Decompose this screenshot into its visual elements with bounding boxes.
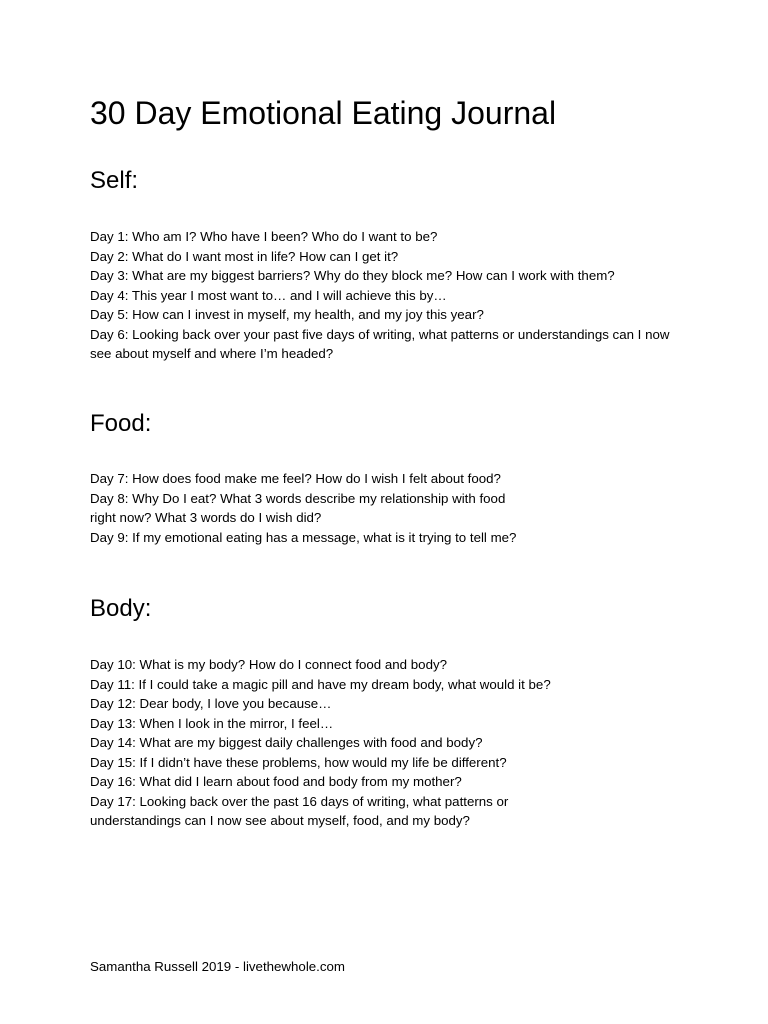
prompt-list-food (90, 469, 530, 547)
prompt-day-7: Day 7: How does food make me feel? How do I wish I felt about food? (90, 471, 501, 486)
prompt-list-body (90, 655, 551, 831)
prompt-day-14: Day 14: What are my biggest daily challenges with food and body? (90, 735, 483, 750)
section-heading-body: Body: (90, 595, 152, 622)
prompt-day-6: Day 6: Looking back over your past five days of writing, what patterns or understandings can I now see about myself and where I’m headed? (90, 326, 670, 361)
prompt-list-self (90, 227, 680, 364)
prompt-day-16: Day 16: What did I learn about food and body from my mother? (90, 774, 462, 789)
prompt-day-9: Day 9: If my emotional eating has a message, what is it trying to tell me? (90, 529, 517, 545)
prompt-day-1: Day 1: Who am I? Who have I been? Who do I want to be? (90, 229, 438, 244)
prompt-day-3: Day 3: What are my biggest barriers? Why do they block me? How can I work with them? (90, 268, 615, 283)
section-heading-self: Self: (90, 167, 139, 194)
prompt-day-15: Day 15: If I didn’t have these problems, how would my life be different? (90, 754, 507, 770)
prompt-day-11: Day 11: If I could take a magic pill and have my dream body, what would it be? (90, 676, 551, 692)
prompt-day-10: Day 10: What is my body? How do I connect food and body? (90, 657, 448, 672)
section-heading-food: Food: (90, 410, 152, 437)
prompt-day-17: Day 17: Looking back over the past 16 days of writing, what patterns or understandings can I now see about myself, food, and my body? (90, 793, 509, 828)
document-footer: Samantha Russell 2019 - livethewhole.com (90, 959, 345, 974)
prompt-day-2: Day 2: What do I want most in life? How can I get it? (90, 248, 399, 264)
prompt-day-8: Day 8: Why Do I eat? What 3 words describe my relationship with food right now? What 3 words do I wish did? (90, 490, 506, 525)
prompt-day-12: Day 12: Dear body, I love you because… (90, 696, 332, 711)
prompt-day-5: Day 5: How can I invest in myself, my health, and my joy this year? (90, 307, 484, 322)
prompt-day-4: Day 4: This year I most want to… and I will achieve this by… (90, 287, 447, 303)
document-title: 30 Day Emotional Eating Journal (90, 95, 557, 131)
prompt-day-13: Day 13: When I look in the mirror, I feel… (90, 715, 334, 731)
